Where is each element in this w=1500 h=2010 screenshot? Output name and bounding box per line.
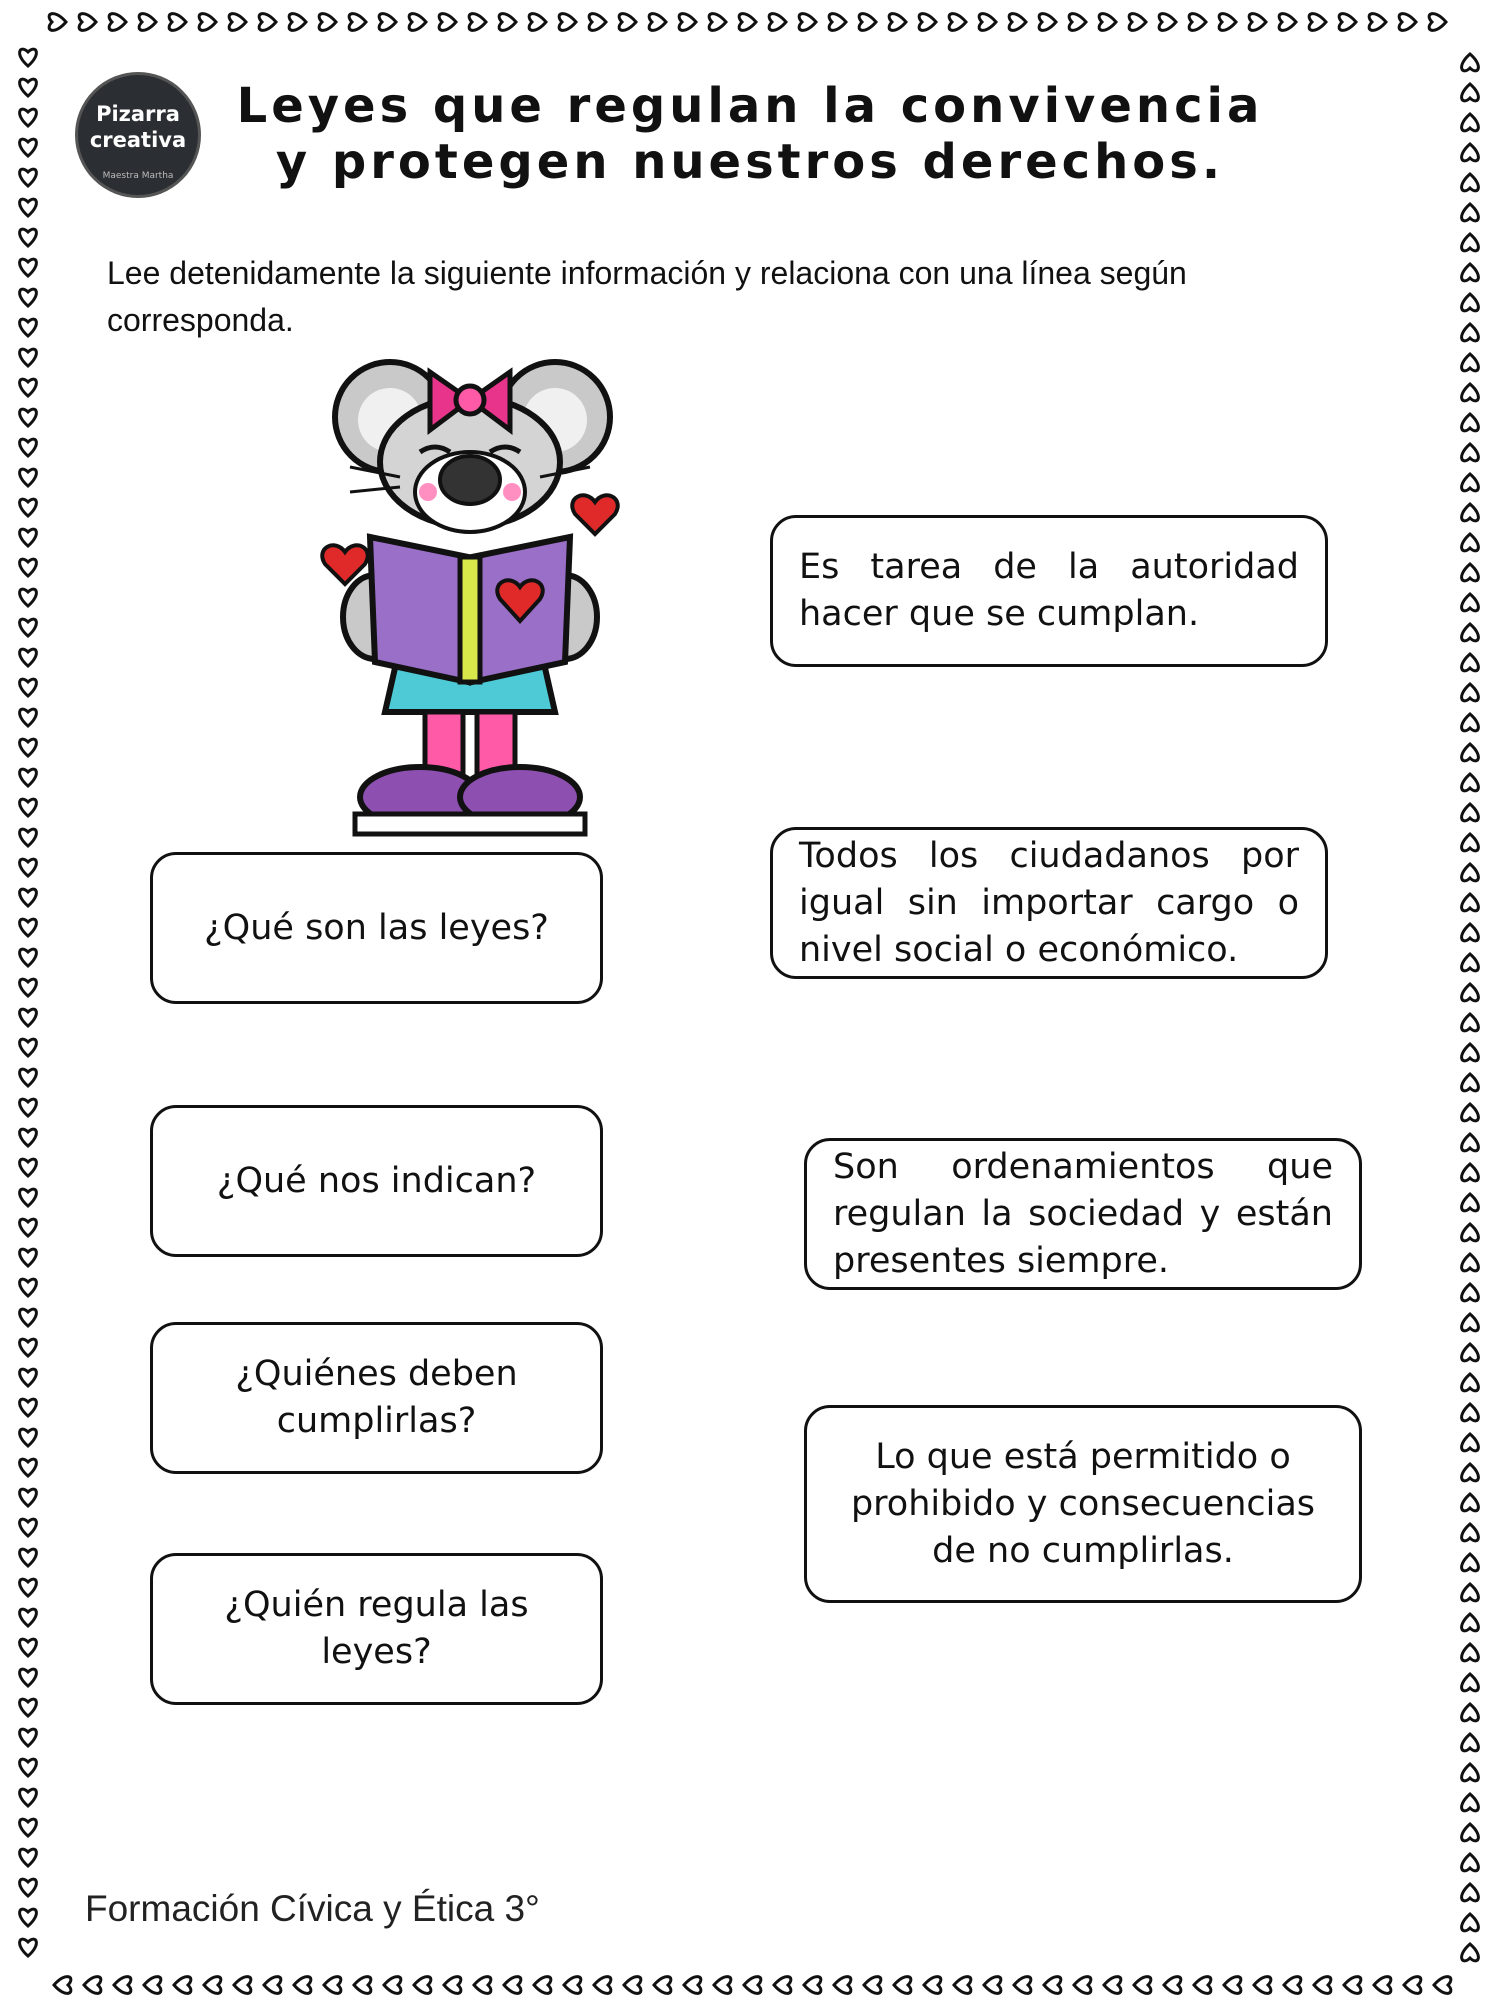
border-heart-icon <box>1284 1977 1301 1994</box>
border-heart-icon <box>20 1489 37 1506</box>
border-heart-icon <box>1462 1944 1479 1961</box>
border-heart-icon <box>979 14 996 31</box>
border-heart-icon <box>20 1519 37 1536</box>
border-heart-icon <box>20 109 37 126</box>
border-heart-icon <box>1374 1977 1391 1994</box>
border-heart-icon <box>20 1009 37 1026</box>
border-heart-icon <box>20 769 37 786</box>
border-heart-icon <box>20 1459 37 1476</box>
answer-text-2: Todos los ciudadanos por igual sin importar cargo o nivel social o económico. <box>799 835 1299 970</box>
border-heart-icon <box>1462 1494 1479 1511</box>
border-heart-icon <box>20 1639 37 1656</box>
border-heart-icon <box>474 1977 491 1994</box>
border-heart-icon <box>20 949 37 966</box>
border-heart-icon <box>1462 1044 1479 1061</box>
title-line-2: y protegen nuestros derechos. <box>275 134 1225 190</box>
border-heart-icon <box>1462 1254 1479 1271</box>
border-heart-icon <box>1129 14 1146 31</box>
border-heart-icon <box>709 14 726 31</box>
border-heart-icon <box>20 199 37 216</box>
border-heart-icon <box>20 1189 37 1206</box>
border-heart-icon <box>174 1977 191 1994</box>
border-heart-icon <box>1044 1977 1061 1994</box>
border-heart-icon <box>204 1977 221 1994</box>
border-heart-icon <box>20 379 37 396</box>
question-text-1: ¿Qué son las leyes? <box>204 907 549 948</box>
border-heart-icon <box>1462 1014 1479 1031</box>
border-heart-icon <box>20 1819 37 1836</box>
border-heart-icon <box>1104 1977 1121 1994</box>
border-heart-icon <box>20 49 37 66</box>
pizarra-creativa-logo <box>75 72 201 198</box>
border-heart-icon <box>20 289 37 306</box>
border-heart-icon <box>20 919 37 936</box>
border-heart-icon <box>20 259 37 276</box>
border-heart-icon <box>20 619 37 636</box>
border-heart-icon <box>20 1729 37 1746</box>
border-heart-icon <box>1462 294 1479 311</box>
border-heart-icon <box>919 14 936 31</box>
border-heart-icon <box>1462 804 1479 821</box>
border-heart-icon <box>1134 1977 1151 1994</box>
border-heart-icon <box>79 14 96 31</box>
border-heart-icon <box>949 14 966 31</box>
border-heart-icon <box>1039 14 1056 31</box>
question-box-3 <box>150 1322 603 1474</box>
border-heart-icon <box>20 499 37 516</box>
border-heart-icon <box>924 1977 941 1994</box>
border-heart-icon <box>1462 1614 1479 1631</box>
border-heart-icon <box>834 1977 851 1994</box>
border-heart-icon <box>384 1977 401 1994</box>
border-heart-icon <box>1279 14 1296 31</box>
border-heart-icon <box>20 829 37 846</box>
border-heart-icon <box>20 1549 37 1566</box>
border-heart-icon <box>1462 54 1479 71</box>
page-title <box>230 78 1270 190</box>
border-heart-icon <box>20 1399 37 1416</box>
border-heart-icon <box>20 529 37 546</box>
border-heart-icon <box>739 14 756 31</box>
border-heart-icon <box>1099 14 1116 31</box>
border-heart-icon <box>20 1159 37 1176</box>
border-heart-icon <box>469 14 486 31</box>
border-heart-icon <box>1462 1404 1479 1421</box>
border-heart-icon <box>109 14 126 31</box>
border-heart-icon <box>20 1789 37 1806</box>
border-heart-icon <box>1399 14 1416 31</box>
border-heart-icon <box>20 409 37 426</box>
border-heart-icon <box>49 14 66 31</box>
border-heart-icon <box>1462 1764 1479 1781</box>
border-heart-icon <box>1314 1977 1331 1994</box>
border-heart-icon <box>1219 14 1236 31</box>
border-heart-icon <box>1462 1644 1479 1661</box>
border-heart-icon <box>234 1977 251 1994</box>
border-heart-icon <box>20 1909 37 1926</box>
border-heart-icon <box>889 14 906 31</box>
border-heart-icon <box>1462 1824 1479 1841</box>
border-heart-icon <box>1462 774 1479 791</box>
border-heart-icon <box>114 1977 131 1994</box>
border-heart-icon <box>1369 14 1386 31</box>
border-heart-icon <box>1224 1977 1241 1994</box>
border-heart-icon <box>20 709 37 726</box>
border-heart-icon <box>1462 1284 1479 1301</box>
answer-box-3 <box>804 1138 1362 1290</box>
border-heart-icon <box>619 14 636 31</box>
border-heart-icon <box>1462 684 1479 701</box>
border-heart-icon <box>1462 1464 1479 1481</box>
border-heart-icon <box>1462 144 1479 161</box>
border-heart-icon <box>1462 414 1479 431</box>
border-heart-icon <box>20 1699 37 1716</box>
answer-box-2 <box>770 827 1328 979</box>
border-heart-icon <box>1429 14 1446 31</box>
answer-text-3: Son ordenamientos que regulan la sociedad y están presentes siempre. <box>833 1146 1333 1281</box>
border-heart-icon <box>1462 534 1479 551</box>
border-heart-icon <box>1462 1314 1479 1331</box>
border-heart-icon <box>1462 1524 1479 1541</box>
mouse-reading-illustration <box>320 352 620 842</box>
border-heart-icon <box>1254 1977 1271 1994</box>
answer-text-4: Lo que está permitido o prohibido y consecuencias de no cumplirlas. <box>850 1436 1316 1571</box>
border-heart-icon <box>1164 1977 1181 1994</box>
border-heart-icon <box>1462 84 1479 101</box>
border-heart-icon <box>20 1099 37 1116</box>
border-heart-icon <box>1189 14 1206 31</box>
border-heart-icon <box>289 14 306 31</box>
border-heart-icon <box>1462 714 1479 731</box>
border-heart-icon <box>20 979 37 996</box>
border-heart-icon <box>1194 1977 1211 1994</box>
border-heart-icon <box>20 349 37 366</box>
border-heart-icon <box>169 14 186 31</box>
question-box-2 <box>150 1105 603 1257</box>
border-heart-icon <box>20 439 37 456</box>
border-heart-icon <box>20 559 37 576</box>
border-heart-icon <box>504 1977 521 1994</box>
border-heart-icon <box>20 1069 37 1086</box>
border-heart-icon <box>144 1977 161 1994</box>
border-heart-icon <box>20 1129 37 1146</box>
border-heart-icon <box>20 1369 37 1386</box>
question-text-4: ¿Quién regula las leyes? <box>224 1585 529 1672</box>
border-heart-icon <box>229 14 246 31</box>
border-heart-icon <box>534 1977 551 1994</box>
question-box-4 <box>150 1553 603 1705</box>
border-heart-icon <box>349 14 366 31</box>
border-heart-icon <box>984 1977 1001 1994</box>
border-heart-icon <box>324 1977 341 1994</box>
border-heart-icon <box>20 1309 37 1326</box>
border-heart-icon <box>354 1977 371 1994</box>
border-heart-icon <box>259 14 276 31</box>
border-heart-icon <box>1462 1074 1479 1091</box>
border-heart-icon <box>294 1977 311 1994</box>
logo-author: Maestra Martha <box>102 171 174 181</box>
border-heart-icon <box>654 1977 671 1994</box>
logo-line-1: Pizarra <box>96 102 180 126</box>
border-heart-icon <box>20 1339 37 1356</box>
border-heart-icon <box>499 14 516 31</box>
border-heart-icon <box>1462 984 1479 1001</box>
border-heart-icon <box>20 229 37 246</box>
logo-line-2: creativa <box>89 128 187 152</box>
border-heart-icon <box>594 1977 611 1994</box>
border-heart-icon <box>649 14 666 31</box>
border-heart-icon <box>744 1977 761 1994</box>
border-heart-icon <box>1434 1977 1451 1994</box>
border-heart-icon <box>1462 864 1479 881</box>
border-heart-icon <box>1462 894 1479 911</box>
border-heart-icon <box>20 799 37 816</box>
border-heart-icon <box>774 1977 791 1994</box>
border-heart-icon <box>1462 1164 1479 1181</box>
border-heart-icon <box>1462 744 1479 761</box>
border-heart-icon <box>20 1279 37 1296</box>
border-heart-icon <box>20 1609 37 1626</box>
border-heart-icon <box>20 649 37 666</box>
border-heart-icon <box>1069 14 1086 31</box>
border-heart-icon <box>804 1977 821 1994</box>
border-heart-icon <box>1462 1434 1479 1451</box>
border-heart-icon <box>1074 1977 1091 1994</box>
border-heart-icon <box>20 1939 37 1956</box>
border-heart-icon <box>1462 624 1479 641</box>
border-heart-icon <box>1249 14 1266 31</box>
border-heart-icon <box>1462 834 1479 851</box>
border-heart-icon <box>564 1977 581 1994</box>
border-heart-icon <box>319 14 336 31</box>
border-heart-icon <box>1462 1224 1479 1241</box>
border-heart-icon <box>894 1977 911 1994</box>
border-heart-icon <box>1462 1734 1479 1751</box>
border-heart-icon <box>84 1977 101 1994</box>
answer-box-4 <box>804 1405 1362 1603</box>
border-heart-icon <box>1462 444 1479 461</box>
border-heart-icon <box>1462 1794 1479 1811</box>
border-heart-icon <box>444 1977 461 1994</box>
border-heart-icon <box>1462 384 1479 401</box>
border-heart-icon <box>829 14 846 31</box>
border-heart-icon <box>589 14 606 31</box>
border-heart-icon <box>954 1977 971 1994</box>
title-line-1: Leyes que regulan la convivencia <box>236 78 1264 134</box>
border-heart-icon <box>1462 594 1479 611</box>
border-heart-icon <box>799 14 816 31</box>
border-heart-icon <box>20 1219 37 1236</box>
border-heart-icon <box>1462 1914 1479 1931</box>
border-heart-icon <box>20 319 37 336</box>
instruction-text: Lee detenidamente la siguiente información y relaciona con una línea según corresponda. <box>107 255 1187 338</box>
border-heart-icon <box>1462 354 1479 371</box>
border-heart-icon <box>1344 1977 1361 1994</box>
border-heart-icon <box>20 1879 37 1896</box>
border-heart-icon <box>20 139 37 156</box>
question-text-3: ¿Quiénes deben cumplirlas? <box>235 1354 518 1441</box>
question-text-2: ¿Qué nos indican? <box>216 1160 537 1201</box>
border-heart-icon <box>1462 1194 1479 1211</box>
question-box-1 <box>150 852 603 1004</box>
border-heart-icon <box>1404 1977 1421 1994</box>
border-heart-icon <box>54 1977 71 1994</box>
border-heart-icon <box>859 14 876 31</box>
border-heart-icon <box>414 1977 431 1994</box>
border-heart-icon <box>1462 264 1479 281</box>
answer-text-1: Es tarea de la autoridad hacer que se cumplan. <box>799 547 1299 634</box>
border-heart-icon <box>264 1977 281 1994</box>
border-heart-icon <box>1462 174 1479 191</box>
border-heart-icon <box>1462 924 1479 941</box>
border-heart-icon <box>1462 1854 1479 1871</box>
border-heart-icon <box>559 14 576 31</box>
border-heart-icon <box>1009 14 1026 31</box>
border-heart-icon <box>1339 14 1356 31</box>
border-heart-icon <box>20 1669 37 1686</box>
border-heart-icon <box>20 679 37 696</box>
border-heart-icon <box>1462 654 1479 671</box>
border-heart-icon <box>20 1759 37 1776</box>
border-heart-icon <box>1462 954 1479 971</box>
border-heart-icon <box>20 859 37 876</box>
border-heart-icon <box>20 889 37 906</box>
border-heart-icon <box>1462 1344 1479 1361</box>
border-heart-icon <box>1159 14 1176 31</box>
border-heart-icon <box>20 1039 37 1056</box>
border-heart-icon <box>679 14 696 31</box>
border-heart-icon <box>20 79 37 96</box>
border-heart-icon <box>714 1977 731 1994</box>
border-heart-icon <box>1462 1884 1479 1901</box>
border-heart-icon <box>1462 1134 1479 1151</box>
answer-box-1 <box>770 515 1328 667</box>
subject-footer: Formación Cívica y Ética 3° <box>85 1888 540 1929</box>
border-heart-icon <box>20 169 37 186</box>
border-heart-icon <box>1462 1374 1479 1391</box>
border-heart-icon <box>1309 14 1326 31</box>
border-heart-icon <box>1462 474 1479 491</box>
border-heart-icon <box>20 739 37 756</box>
border-heart-icon <box>20 1249 37 1266</box>
border-heart-icon <box>1462 1584 1479 1601</box>
border-heart-icon <box>439 14 456 31</box>
logo-text <box>78 75 198 153</box>
border-heart-icon <box>1462 1104 1479 1121</box>
border-heart-icon <box>864 1977 881 1994</box>
border-heart-icon <box>1014 1977 1031 1994</box>
border-heart-icon <box>1462 204 1479 221</box>
border-heart-icon <box>20 469 37 486</box>
border-heart-icon <box>20 589 37 606</box>
border-heart-icon <box>624 1977 641 1994</box>
border-heart-icon <box>769 14 786 31</box>
border-heart-icon <box>1462 564 1479 581</box>
border-heart-icon <box>379 14 396 31</box>
border-heart-icon <box>1462 114 1479 131</box>
border-heart-icon <box>409 14 426 31</box>
border-heart-icon <box>20 1579 37 1596</box>
border-heart-icon <box>1462 324 1479 341</box>
border-heart-icon <box>199 14 216 31</box>
border-heart-icon <box>1462 1674 1479 1691</box>
border-heart-icon <box>529 14 546 31</box>
border-heart-icon <box>1462 504 1479 521</box>
border-heart-icon <box>20 1429 37 1446</box>
border-heart-icon <box>20 1849 37 1866</box>
border-heart-icon <box>139 14 156 31</box>
border-heart-icon <box>1462 1704 1479 1721</box>
border-heart-icon <box>1462 234 1479 251</box>
border-heart-icon <box>684 1977 701 1994</box>
border-heart-icon <box>1462 1554 1479 1571</box>
